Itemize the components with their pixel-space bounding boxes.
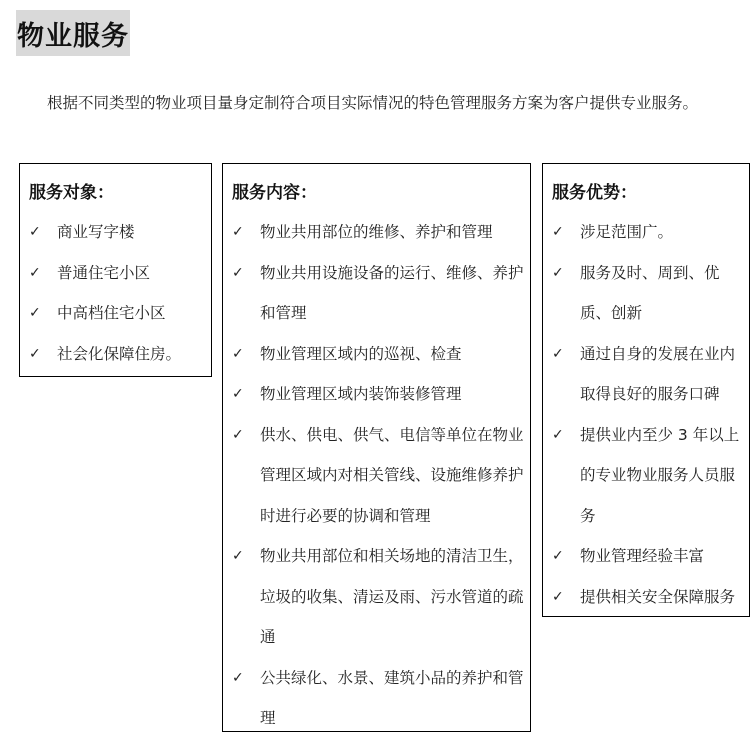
service-targets-panel <box>19 163 212 377</box>
check-icon: ✓ <box>552 588 564 605</box>
service-content-list <box>232 212 524 739</box>
check-icon: ✓ <box>552 426 564 443</box>
list-item: ✓ 中高档住宅小区 <box>29 293 205 334</box>
list-item: ✓ 提供相关安全保障服务 <box>552 577 743 618</box>
check-icon: ✓ <box>552 224 564 240</box>
check-icon: ✓ <box>232 345 244 362</box>
service-advantages-panel <box>542 163 750 617</box>
check-icon: ✓ <box>552 345 564 362</box>
check-icon: ✓ <box>232 548 244 564</box>
check-icon: ✓ <box>232 669 244 686</box>
check-icon: ✓ <box>552 264 564 281</box>
service-targets-list <box>29 212 205 374</box>
check-icon: ✓ <box>29 345 41 362</box>
check-icon: ✓ <box>552 548 564 564</box>
list-item: ✓ 普通住宅小区 <box>29 253 205 294</box>
list-item: ✓ 物业共用部位和相关场地的清洁卫生，垃圾的收集、清运及雨、污水管道的疏通 <box>232 536 524 658</box>
list-item: ✓ 涉足范围广。 <box>552 212 743 253</box>
list-item: ✓ 服务及时、周到、优质、创新 <box>552 253 743 334</box>
list-item: ✓ 公共绿化、水景、建筑小品的养护和管理 <box>232 658 524 739</box>
check-icon: ✓ <box>29 264 41 281</box>
list-item: ✓ 社会化保障住房。 <box>29 334 205 375</box>
page-title: 物业服务 <box>17 20 129 52</box>
service-targets-heading: 服务对象： <box>29 183 114 203</box>
list-item: ✓ 商业写字楼 <box>29 212 205 253</box>
service-advantages-heading: 服务优势： <box>552 183 637 203</box>
check-icon: ✓ <box>29 224 41 240</box>
check-icon: ✓ <box>232 264 244 281</box>
list-item: ✓ 物业管理区域内装饰装修管理 <box>232 374 524 415</box>
list-item: ✓ 物业管理区域内的巡视、检查 <box>232 334 524 375</box>
list-item: ✓ 通过自身的发展在业内取得良好的服务口碑 <box>552 334 743 415</box>
list-item: ✓ 物业管理经验丰富 <box>552 536 743 577</box>
service-content-panel <box>222 163 531 732</box>
service-advantages-list <box>552 212 743 617</box>
list-item: ✓ 物业共用部位的维修、养护和管理 <box>232 212 524 253</box>
check-icon: ✓ <box>232 426 244 443</box>
check-icon: ✓ <box>232 224 244 240</box>
page-title-banner <box>16 10 130 56</box>
check-icon: ✓ <box>232 386 244 402</box>
intro-text: 根据不同类型的物业项目量身定制符合项目实际情况的特色管理服务方案为客户提供专业服务。 <box>47 94 699 112</box>
list-item: ✓ 供水、供电、供气、电信等单位在物业管理区域内对相关管线、设施维修养护时进行必要的协调和管理 <box>232 415 524 537</box>
list-item: ✓ 提供业内至少 3 年以上的专业物业服务人员服务 <box>552 415 743 537</box>
list-item: ✓ 物业共用设施设备的运行、维修、养护和管理 <box>232 253 524 334</box>
service-content-heading: 服务内容： <box>232 183 317 203</box>
check-icon: ✓ <box>29 305 41 321</box>
